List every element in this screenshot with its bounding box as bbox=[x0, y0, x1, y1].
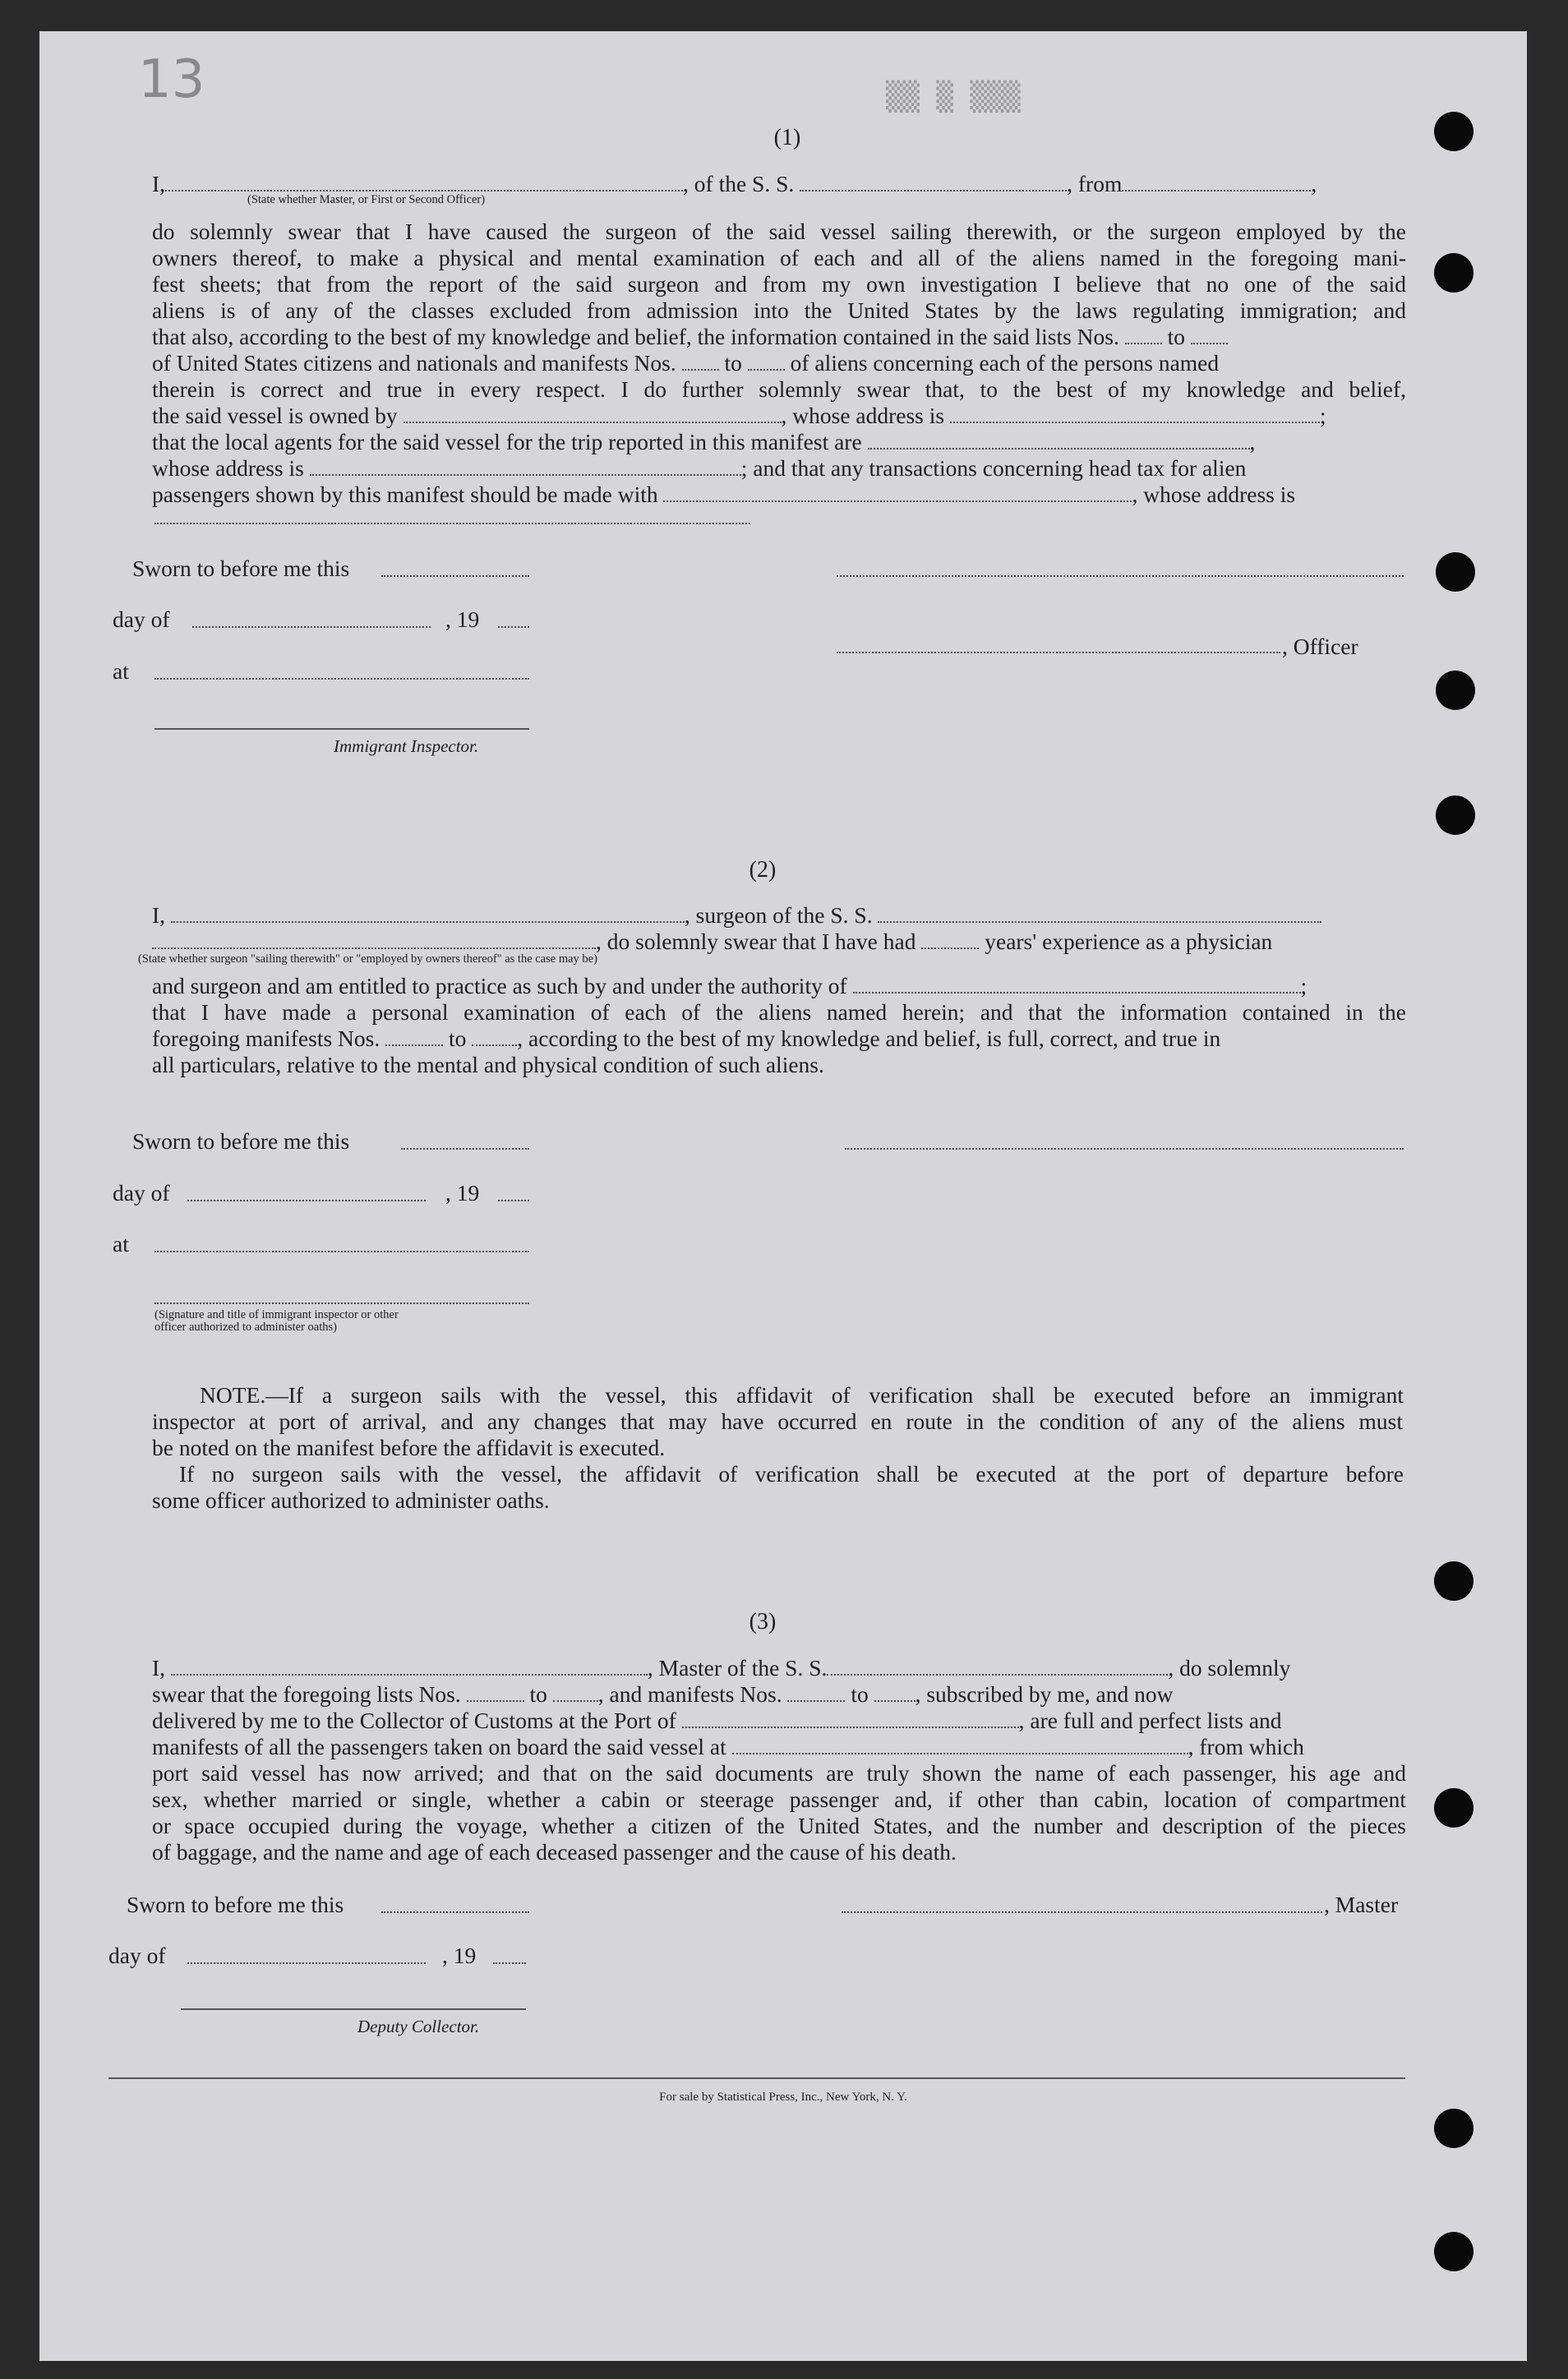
punch-hole bbox=[1436, 552, 1475, 592]
note-line: NOTE.—If a surgeon sails with the vessel, this affidavit of verification shall be executed before an immigrant bbox=[200, 1382, 1404, 1408]
punch-hole bbox=[1434, 2109, 1473, 2148]
day-of-line-3 bbox=[187, 1962, 426, 1964]
officer-line bbox=[837, 652, 1280, 653]
note-line: some officer authorized to administer oaths. bbox=[152, 1487, 550, 1513]
punch-hole bbox=[1436, 795, 1475, 835]
year-label-3: , 19 bbox=[442, 1943, 477, 1968]
punch-hole bbox=[1436, 671, 1475, 710]
officer-caption: (State whether Master, or First or Second Officer) bbox=[247, 193, 486, 206]
at-label-1: at bbox=[113, 658, 129, 684]
year-line-1 bbox=[498, 626, 529, 628]
day-of-label-3: day of bbox=[108, 1943, 166, 1968]
punch-hole bbox=[1434, 1788, 1473, 1828]
section-1-line: owners thereof, to make a physical and mental examination of each and all of the aliens named in the foregoing mani- bbox=[152, 245, 1406, 270]
section-1-line: therein is correct and true in every respect. I do further solemnly swear that, to the best of my knowledge and belief, bbox=[152, 376, 1406, 402]
sworn-date-line-2 bbox=[401, 1148, 529, 1150]
form-sheet bbox=[39, 31, 1527, 2361]
surgeon-caption: (State whether surgeon "sailing therewith" or "employed by owners thereof" as the case may be) bbox=[138, 952, 597, 966]
section-1-line: the said vessel is owned by , whose address is ; bbox=[152, 403, 1326, 428]
inspector-signature-line bbox=[154, 728, 529, 730]
footer-rule bbox=[108, 2077, 1405, 2079]
page-number: 13 bbox=[138, 49, 205, 110]
faded-stamp: ▒▒ ▒ ▒▒▒ bbox=[886, 81, 1021, 113]
sworn-label-3: Sworn to before me this bbox=[127, 1892, 344, 1917]
at-label-2: at bbox=[113, 1231, 129, 1256]
section-1-line: aliens is of any of the classes excluded from admission into the United States by the laws regulating immigration; and bbox=[152, 297, 1406, 323]
sworn-date-line-1 bbox=[381, 575, 529, 577]
section-3-line: manifests of all the passengers taken on board the said vessel at , from which bbox=[152, 1734, 1304, 1759]
section-1-line: that the local agents for the said vessel for the trip reported in this manifest are , bbox=[152, 429, 1256, 454]
master-signature-line bbox=[842, 1911, 1322, 1913]
signature-line-2 bbox=[845, 1148, 1404, 1150]
section-3-line: swear that the foregoing lists Nos. to , and manifests Nos. to , subscribed by me, and now bbox=[152, 1681, 1174, 1707]
note-line: inspector at port of arrival, and any changes that may have occurred en route in the condition of any of the aliens must bbox=[152, 1408, 1403, 1434]
punch-hole bbox=[1434, 2232, 1473, 2271]
punch-hole bbox=[1434, 253, 1473, 293]
year-line-2 bbox=[498, 1200, 529, 1201]
sworn-label-1: Sworn to before me this bbox=[132, 556, 350, 581]
section-3-line: or space occupied during the voyage, whether a citizen of the United States, and the number and description of the pieces bbox=[152, 1813, 1406, 1838]
section-1-line: whose address is ; and that any transactions concerning head tax for alien bbox=[152, 455, 1247, 481]
punch-hole bbox=[1434, 1561, 1473, 1601]
day-of-label-2: day of bbox=[113, 1180, 170, 1206]
section-2-line: that I have made a personal examination of each of the aliens named herein; and that the information contained in the bbox=[152, 999, 1406, 1025]
sworn-label-2: Sworn to before me this bbox=[132, 1128, 350, 1154]
section-1-line: do solemnly swear that I have caused the surgeon of the said vessel sailing therewith, or the surgeon employed by the bbox=[152, 219, 1406, 244]
section-1-line: passengers shown by this manifest should be made with , whose address is bbox=[152, 482, 1296, 507]
officer-signature-line-2 bbox=[154, 1302, 529, 1304]
master-label: , Master bbox=[1324, 1892, 1399, 1917]
section-2-line: and surgeon and am entitled to practice as such by and under the authority of ; bbox=[152, 973, 1307, 998]
section-1-line: of United States citizens and nationals and manifests Nos. to of aliens concerning each of the persons named bbox=[152, 350, 1220, 376]
section-3-line: sex, whether married or single, whether a cabin or steerage passenger and, if other than cabin, location of compartment bbox=[152, 1787, 1406, 1812]
year-label-2: , 19 bbox=[445, 1180, 480, 1206]
year-line-3 bbox=[493, 1962, 526, 1964]
section-2-number: (2) bbox=[749, 857, 777, 883]
section-1-line: fest sheets; that from the report of the said surgeon and from my own investigation I believe that no one of the said bbox=[152, 271, 1406, 297]
section-3-number: (3) bbox=[749, 1609, 777, 1634]
day-of-line-1 bbox=[192, 626, 431, 628]
section-1-line-i: I, , of the S. S. , from , bbox=[152, 171, 1317, 196]
section-3-line: of baggage, and the name and age of each deceased passenger and the cause of his death. bbox=[152, 1839, 957, 1865]
note-line: If no surgeon sails with the vessel, the affidavit of verification shall be executed at the port of departure before bbox=[179, 1461, 1404, 1487]
section-3-line: I, , Master of the S. S. , do solemnly bbox=[152, 1655, 1291, 1681]
year-label-1: , 19 bbox=[445, 606, 480, 632]
address-line bbox=[154, 523, 750, 524]
note-line: be noted on the manifest before the affidavit is executed. bbox=[152, 1435, 666, 1460]
at-line-2 bbox=[154, 1251, 529, 1252]
section-2-line: , do solemnly swear that I have had years' experience as a physician bbox=[152, 929, 1406, 955]
signature-line-1 bbox=[837, 575, 1404, 577]
section-3-line: delivered by me to the Collector of Customs at the Port of , are full and perfect lists and bbox=[152, 1708, 1282, 1733]
section-2-line: I, , surgeon of the S. S. bbox=[152, 902, 1406, 929]
immigrant-inspector-label: Immigrant Inspector. bbox=[334, 736, 479, 756]
signature-title-caption: (Signature and title of immigrant inspector or other officer authorized to administer oaths) bbox=[154, 1308, 399, 1334]
collector-signature-line bbox=[181, 2008, 526, 2010]
section-1-number: (1) bbox=[773, 125, 801, 150]
deputy-collector-label: Deputy Collector. bbox=[357, 2017, 480, 2036]
section-3-line: port said vessel has now arrived; and that on the said documents are truly shown the name of each passenger, his age and bbox=[152, 1760, 1406, 1786]
officer-label: , Officer bbox=[1282, 634, 1358, 659]
section-1-line: that also, according to the best of my knowledge and belief, the information contained in the said lists Nos. to bbox=[152, 324, 1406, 350]
footer-imprint: For sale by Statistical Press, Inc., New York, N. Y. bbox=[659, 2091, 907, 2104]
punch-hole bbox=[1434, 112, 1473, 151]
sworn-date-line-3 bbox=[381, 1911, 529, 1913]
day-of-label-1: day of bbox=[113, 606, 170, 632]
section-2-line: all particulars, relative to the mental and physical condition of such aliens. bbox=[152, 1052, 824, 1077]
section-2-line: foregoing manifests Nos. to , according to the best of my knowledge and belief, is full, correct, and true in bbox=[152, 1026, 1221, 1051]
at-line-1 bbox=[154, 678, 529, 680]
day-of-line-2 bbox=[187, 1200, 426, 1201]
